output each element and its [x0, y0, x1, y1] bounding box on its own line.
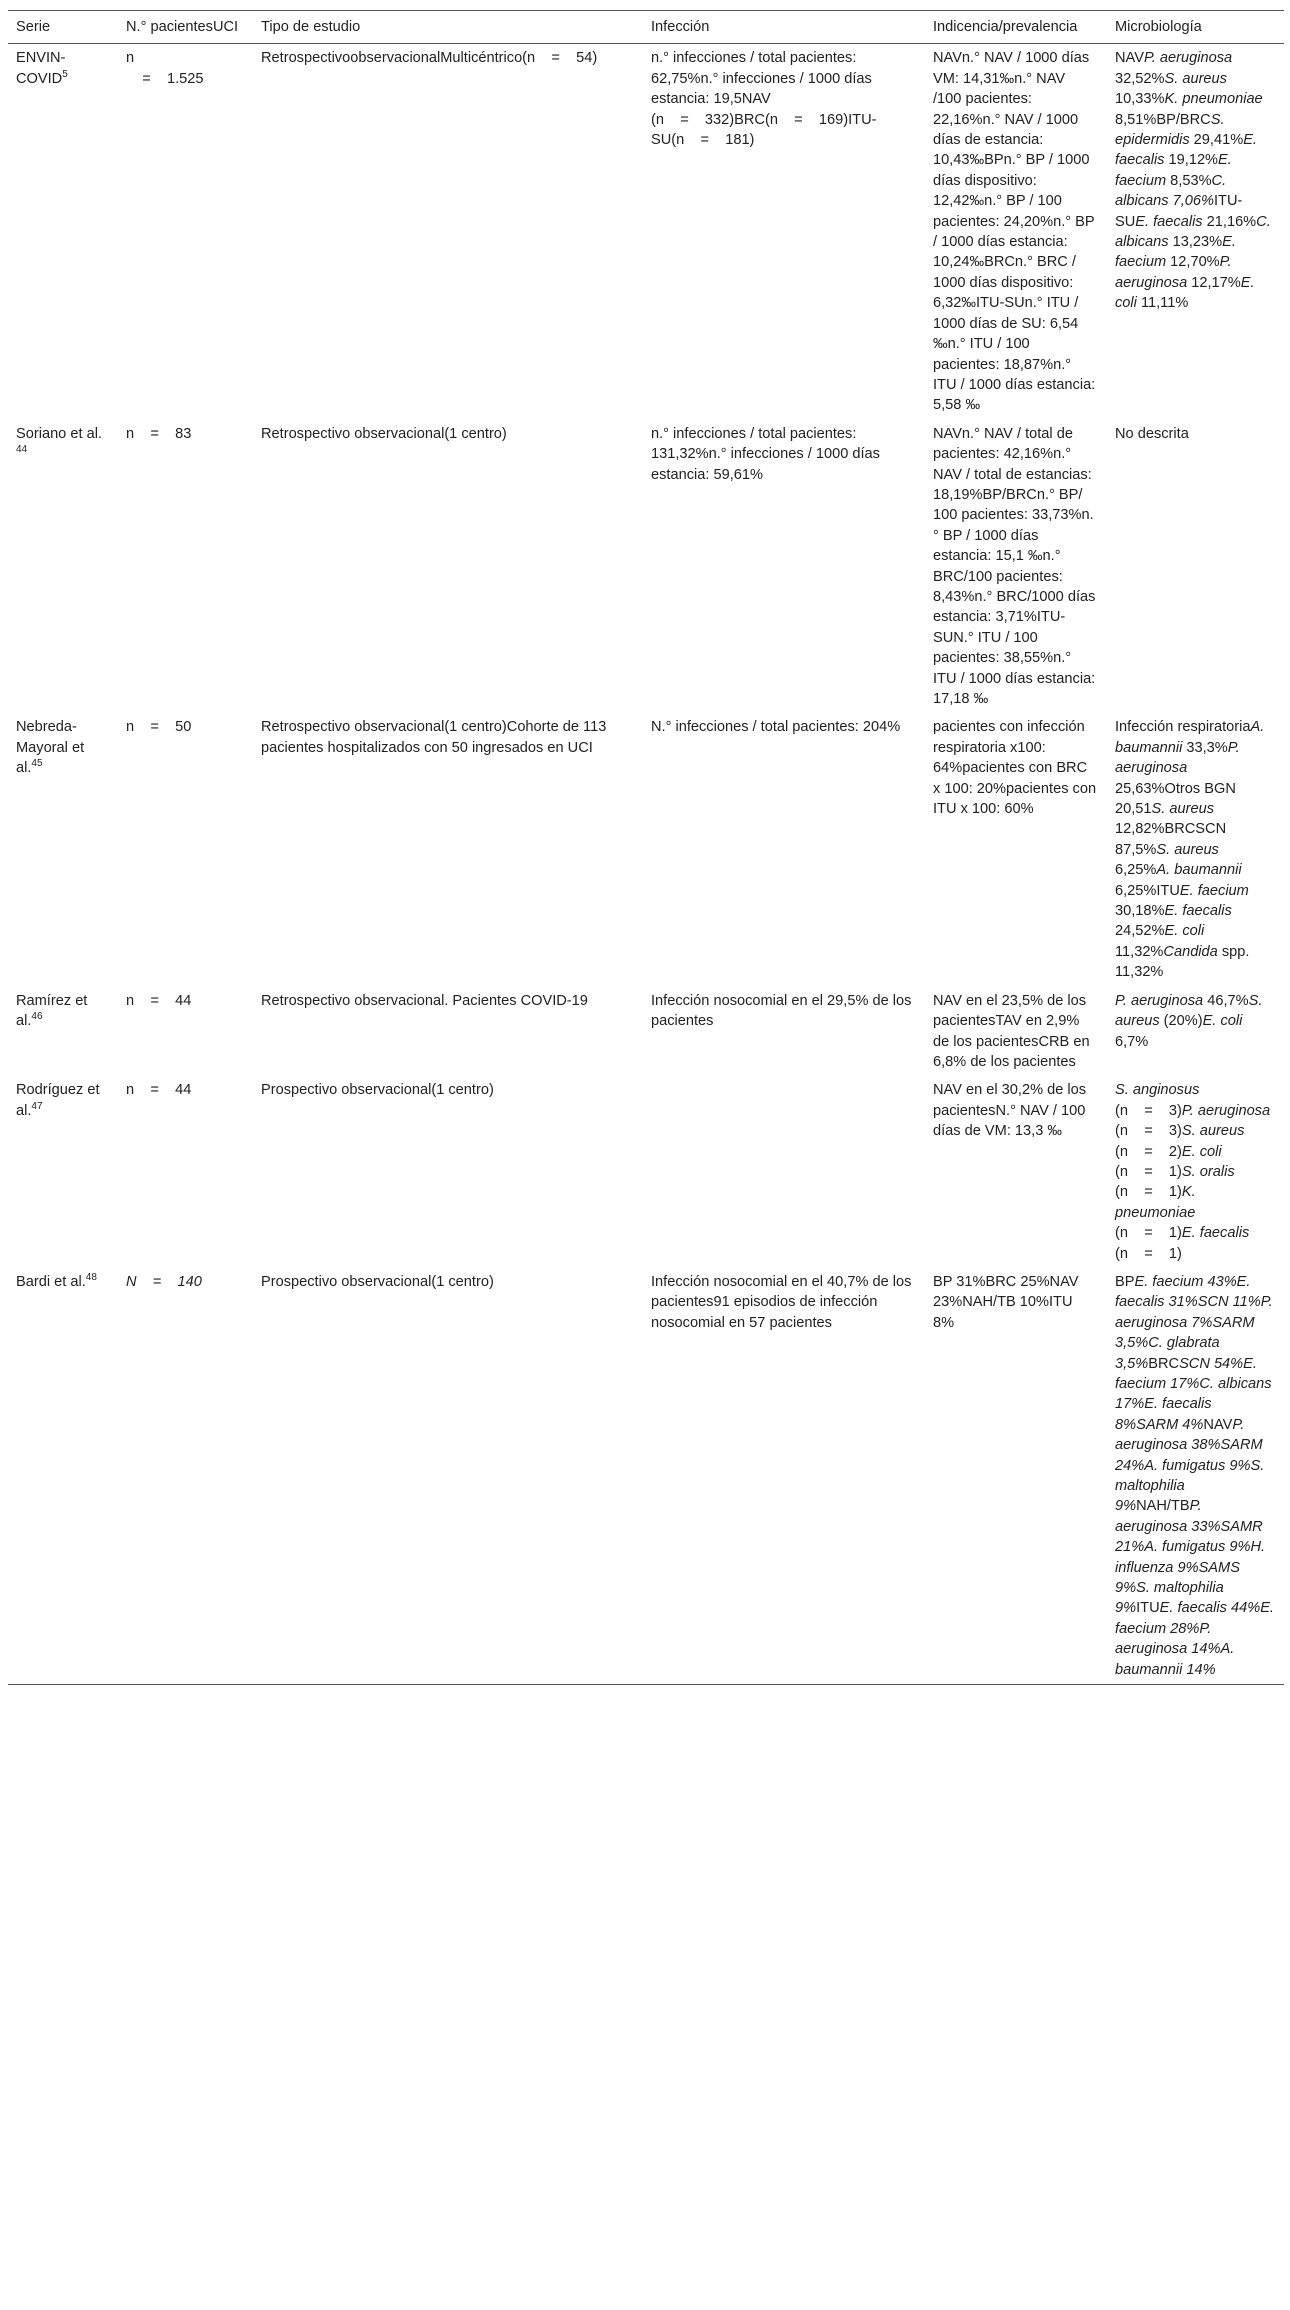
cell-serie: [8, 1268, 118, 1685]
cell-tipo-estudio: Retrospectivo observacional(1 centro)Cohorte de 113 pacientes hospitalizados con 50 ingresados en UCI: [261, 719, 607, 756]
cell-incidencia: NAVn.° NAV / 1000 días VM: 14,31‰n.° NAV /100 pacientes: 22,16%n.° NAV / 1000 días de estancia: 10,43‰BPn.° BP / 1000 días dispositivo: 12,42‰n.° BP / 100 pacientes: 24,20%n.° BP / 1000 días estancia: 10,24‰BRCn.° BRC / 1000 días dispositivo: 6,32‰ITU-SUn.° ITU / 1000 días de SU: 6,54 ‰n.° ITU / 100 pacientes: 18,87%n.° ITU / 1000 días estancia: 5,58 ‰: [933, 50, 1096, 414]
cell-incidencia: pacientes con infección respiratoria x100: 64%pacientes con BRC x 100: 20%pacientes con ITU x 100: 60%: [933, 719, 1097, 818]
organism-name: E. faecalis: [1115, 132, 1257, 169]
cell-n-pacientes: n = 44: [126, 1082, 192, 1099]
organism-name: E. faecium 43%E. faecalis 31%SCN 11%P. aeruginosa 7%SARM 3,5%C. glabrata 3,5%: [1115, 1273, 1273, 1372]
cell-microbiologia: [1107, 1076, 1284, 1268]
cell-infeccion: Infección nosocomial en el 40,7% de los pacientes91 episodios de infección nosocomial en 57 pacientes: [643, 1268, 925, 1685]
micro-text: 46,7%: [1203, 992, 1249, 1009]
micro-text: BP: [1115, 1273, 1135, 1290]
organism-name: K. pneumoniae: [1164, 91, 1263, 108]
organism-name: Candida: [1163, 943, 1218, 960]
micro-text: 29,41%: [1189, 132, 1244, 149]
studies-table: [8, 10, 1284, 1685]
header-microbiologia: Microbiología: [1107, 11, 1284, 44]
cell-infeccion: n.° infecciones / total pacientes: 62,75%n.° infecciones / 1000 días estancia: 19,5NAV (n = 332)BRC(n = 169)ITU-SU(n = 181): [651, 50, 877, 149]
cell-microbiologia: [1107, 420, 1284, 714]
cell-serie: [8, 713, 118, 986]
micro-text: 11,11%: [1136, 295, 1189, 312]
cell-serie: [8, 420, 118, 714]
organism-name: P. aeruginosa 38%SARM 24%A. fumigatus 9%S. maltophilia 9%: [1115, 1416, 1265, 1515]
micro-text: ITU: [1136, 1600, 1160, 1617]
organism-name: C. albicans 7,06%: [1115, 172, 1227, 210]
serie-name: Bardi et al.: [16, 1273, 86, 1290]
serie-name: Rodríguez et al.: [16, 1082, 100, 1119]
organism-name: S. aureus: [1164, 70, 1227, 87]
table-row: [8, 713, 1284, 986]
header-infeccion: Infección: [643, 11, 925, 44]
organism-name: S. aureus: [1115, 992, 1263, 1030]
serie-name: Soriano et al.: [16, 425, 102, 442]
organism-name: S. aureus: [1151, 801, 1214, 818]
cell-incidencia: NAVn.° NAV / total de pacientes: 42,16%n.° NAV / total de estancias: 18,19%BP/BRCn.° BP/ 100 pacientes: 33,73%n.° BP / 1000 días estancia: 15,1 ‰n.° BRC/100 pacientes: 8,43%n.° BRC/1000 días estancia: 3,71%ITU-SUN.° ITU / 100 pacientes: 38,55%n.° ITU / 1000 días estancia: 17,18 ‰: [933, 425, 1096, 707]
cell-infeccion: Infección nosocomial en el 29,5% de los pacientes: [651, 992, 912, 1030]
organism-name: P. aeruginosa: [1143, 50, 1233, 67]
header-incidencia: Indicencia/prevalencia: [925, 11, 1107, 44]
reference-number: 48: [85, 1272, 97, 1284]
organism-name: P. aeruginosa 33%SAMR 21%A. fumigatus 9%H. influenza 9%SAMS 9%S. maltophilia 9%: [1115, 1498, 1266, 1617]
micro-text: NAH/TB: [1136, 1498, 1190, 1515]
organism-name: A. baumannii: [1115, 719, 1265, 756]
cell-serie: [8, 987, 118, 1077]
reference-number: 45: [31, 758, 43, 770]
micro-text: Infección respiratoria: [1115, 719, 1251, 736]
micro-text: (n = 3): [1115, 1102, 1182, 1119]
micro-text: (n = 1): [1115, 1163, 1182, 1180]
table-body: [8, 44, 1284, 1685]
cell-incidencia: NAV en el 23,5% de los pacientesTAV en 2,9% de los pacientesCRB en 6,8% de los pacientes: [933, 992, 1090, 1070]
micro-text: (n = 1): [1115, 1225, 1182, 1242]
table-container: [8, 10, 1284, 1685]
organism-name: E. faecium: [1179, 882, 1249, 899]
micro-text: 24,52%: [1115, 923, 1165, 940]
serie-name: Ramírez et al.: [16, 992, 88, 1030]
table-header: [8, 11, 1284, 44]
cell-microbiologia: [1107, 713, 1284, 986]
micro-text: spp. 11,32%: [1115, 943, 1250, 981]
reference-number: 47: [31, 1100, 43, 1112]
organism-name: E. coli: [1202, 1013, 1243, 1030]
micro-text: BRC: [1148, 1355, 1180, 1372]
cell-infeccion: n.° infecciones / total pacientes: 131,32%n.° infecciones / 1000 días estancia: 59,61%: [651, 425, 880, 483]
cell-tipo-estudio: Retrospectivo observacional. Pacientes COVID-19: [261, 992, 588, 1009]
micro-text: NAV: [1115, 50, 1144, 67]
cell-serie: [8, 44, 118, 420]
micro-text: 6,7%: [1115, 1033, 1149, 1050]
organism-name: E. coli: [1181, 1143, 1222, 1160]
reference-number: 5: [62, 68, 68, 80]
table-row: [8, 1268, 1284, 1685]
organism-name: SCN 54%E. faecium 17%C. albicans 17%E. faecalis 8%SARM 4%: [1115, 1355, 1272, 1433]
micro-text: (n = 2): [1115, 1143, 1182, 1160]
cell-tipo-estudio: Prospectivo observacional(1 centro): [253, 1268, 643, 1685]
table-row: [8, 987, 1284, 1077]
organism-name: E. coli: [1164, 923, 1205, 940]
micro-text: No descrita: [1115, 425, 1189, 442]
micro-text: 25,63%Otros BGN 20,51: [1115, 780, 1236, 818]
organism-name: S. aureus: [1156, 841, 1219, 858]
organism-name: E. faecium: [1115, 152, 1232, 189]
reference-number: 46: [31, 1011, 43, 1023]
cell-microbiologia: [1107, 44, 1284, 420]
micro-text: (n = 1): [1115, 1245, 1182, 1262]
cell-microbiologia: [1107, 987, 1284, 1077]
micro-text: 21,16%: [1202, 213, 1257, 230]
cell-microbiologia: [1107, 1268, 1284, 1685]
micro-text: 11,32%: [1115, 943, 1164, 960]
cell-n-pacientes: n = 44: [126, 992, 192, 1009]
cell-n-pacientes: n = 83: [126, 425, 192, 442]
cell-n-pacientes: n = 50: [126, 719, 192, 736]
cell-n-pacientes: N = 140: [118, 1268, 253, 1685]
header-n-pacientes: N.° pacientesUCI: [118, 11, 253, 44]
micro-text: 12,70%: [1166, 254, 1220, 271]
micro-text: 13,23%: [1168, 234, 1223, 251]
cell-serie: [8, 1076, 118, 1268]
micro-text: 19,12%: [1164, 152, 1219, 169]
organism-name: P. aeruginosa: [1115, 992, 1204, 1009]
header-row: [8, 11, 1284, 44]
organism-name: P. aeruginosa: [1115, 739, 1240, 777]
organism-name: E. faecalis: [1181, 1225, 1250, 1242]
micro-text: 8,51%BP/BRC: [1115, 111, 1211, 128]
cell-incidencia: NAV en el 30,2% de los pacientesN.° NAV / 100 días de VM: 13,3 ‰: [933, 1082, 1087, 1140]
micro-text: ITU-SU: [1115, 193, 1243, 230]
table-row: [8, 44, 1284, 420]
organism-name: K. pneumoniae: [1115, 1184, 1196, 1221]
organism-name: E. faecalis 44%E. faecium 28%P. aeruginosa 14%A. baumannii 14%: [1115, 1600, 1274, 1678]
organism-name: C. albicans: [1115, 213, 1271, 251]
organism-name: S. epidermidis: [1115, 111, 1225, 149]
micro-text: (n = 1): [1115, 1184, 1182, 1201]
organism-name: A. baumannii: [1156, 862, 1242, 879]
micro-text: 6,25%: [1115, 862, 1157, 879]
micro-text: 12,17%: [1187, 274, 1241, 291]
cell-tipo-estudio: Retrospectivo observacional(1 centro): [261, 425, 507, 442]
serie-name: Nebreda-Mayoral et al.: [16, 719, 85, 777]
organism-name: E. faecalis: [1135, 213, 1203, 230]
micro-text: 30,18%: [1115, 903, 1165, 920]
micro-text: 6,25%ITU: [1115, 882, 1180, 899]
micro-text: 32,52%: [1115, 70, 1165, 87]
cell-infeccion: [643, 1076, 925, 1268]
organism-name: P. aeruginosa: [1115, 254, 1232, 291]
cell-incidencia: BP 31%BRC 25%NAV 23%NAH/TB 10%ITU 8%: [925, 1268, 1107, 1685]
organism-name: E. faecalis: [1164, 903, 1232, 920]
cell-tipo-estudio: Prospectivo observacional(1 centro): [261, 1082, 494, 1099]
cell-n-pacientes: n = 1.525: [126, 50, 204, 87]
cell-infeccion: N.° infecciones / total pacientes: 204%: [651, 719, 901, 736]
micro-text: 33,3%: [1182, 739, 1228, 756]
micro-text: (n = 3): [1115, 1123, 1182, 1140]
organism-name: S. anginosus: [1115, 1082, 1200, 1099]
cell-tipo-estudio: RetrospectivoobservacionalMulticéntrico(n = 54): [261, 50, 598, 67]
micro-text: 12,82%BRCSCN 87,5%: [1115, 821, 1227, 858]
header-serie: Serie: [8, 11, 118, 44]
organism-name: P. aeruginosa: [1181, 1102, 1271, 1119]
micro-text: (20%): [1159, 1013, 1203, 1030]
organism-name: E. coli: [1115, 274, 1255, 312]
micro-text: NAV: [1203, 1416, 1233, 1433]
table-row: [8, 420, 1284, 714]
header-tipo-estudio: Tipo de estudio: [253, 11, 643, 44]
micro-text: 10,33%: [1115, 91, 1165, 108]
organism-name: S. aureus: [1181, 1123, 1245, 1140]
reference-number: 44: [16, 444, 28, 456]
serie-name: ENVIN-COVID: [16, 50, 66, 87]
micro-text: 8,53%: [1166, 172, 1212, 189]
organism-name: E. faecium: [1115, 234, 1236, 271]
table-row: [8, 1076, 1284, 1268]
organism-name: S. oralis: [1181, 1163, 1235, 1180]
